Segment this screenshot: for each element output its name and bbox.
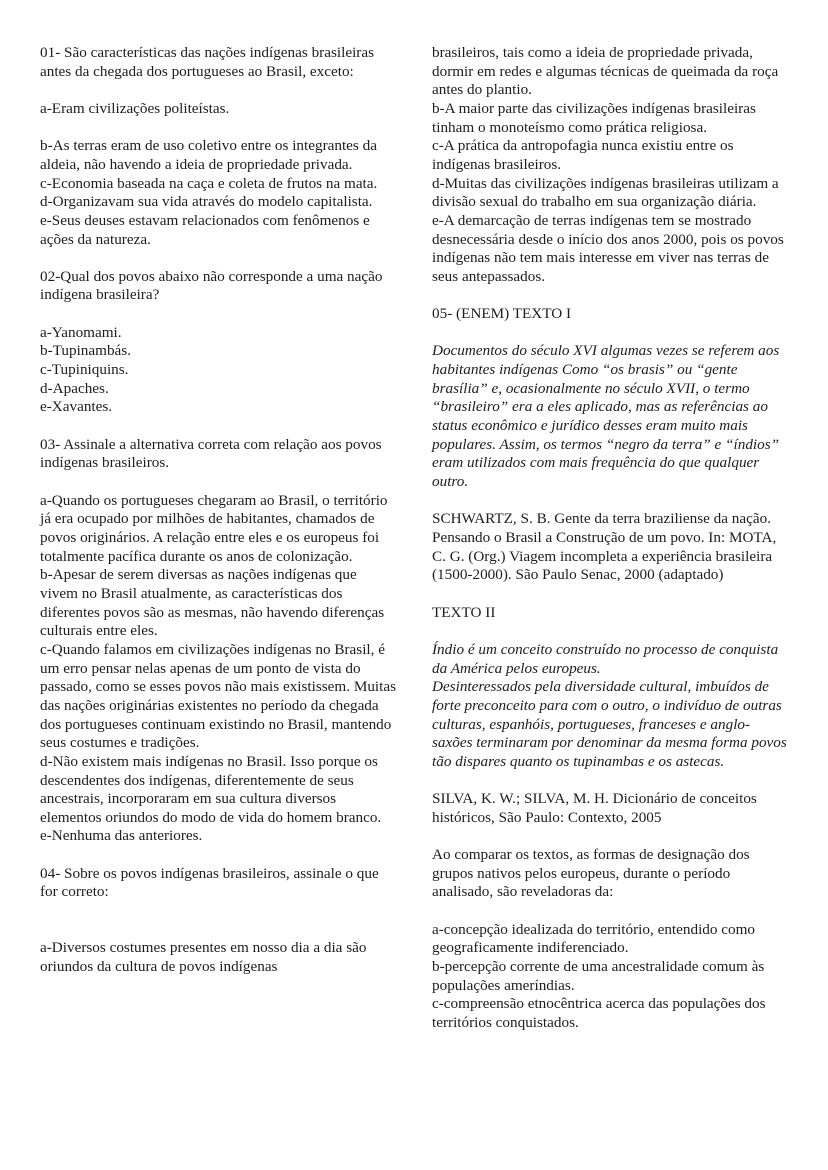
q01-stem: 01- São características das nações indígenas brasileiras antes da chegada dos portugueses ao Brasil, exceto:	[40, 44, 374, 80]
q04-option-a-continued: brasileiros, tais como a ideia de propriedade privada, dormir em redes e algumas técnicas de queimada da roça antes do plantio.	[432, 44, 779, 99]
q03-option-e: e-Nenhuma das anteriores.	[40, 827, 203, 845]
q03-option-c: c-Quando falamos em civilizações indígenas no Brasil, é um erro pensar nelas apenas de um ponto de vista do passado, como se esses povos não mais existissem. Muitas das nações originárias existentes no período da chegada dos portugueses continuam existindo no Brasil, mantendo seus costumes e tradições.	[40, 640, 397, 752]
q02-option-e: e-Xavantes.	[40, 398, 113, 416]
q01-option-e: e-Seus deuses estavam relacionados com fenômenos e ações da natureza.	[40, 211, 370, 248]
q03-option-b: b-Apesar de serem diversas as nações indígenas que vivem no Brasil atualmente, as características dos diferentes povos são as mesmas, não havendo diferenças culturais entre eles.	[40, 566, 385, 640]
q02-stem: 02-Qual dos povos abaixo não corresponde a uma nação indígena brasileira?	[40, 267, 383, 304]
q04-option-c: c-A prática da antropofagia nunca existiu entre os indígenas brasileiros.	[432, 137, 734, 173]
q04-option-a: a-Diversos costumes presentes em nosso dia a dia são oriundos da cultura de povos indígenas	[40, 939, 367, 976]
q05-texto1: Documentos do século XVI algumas vezes se referem aos habitantes indígenas Como “os brasis” ou “gente brasília” e, ocasionalmente no século XVII, o termo “brasileiro” era a eles aplicado, mas as referências ao status econômico e jurídico desses eram muito mais populares. Assim, os termos “negro da terra” e “índios” eram utilizados com mais frequência do que qualquer outro.	[432, 342, 780, 491]
q01-option-c: c-Economia baseada na caça e coleta de frutos na mata.	[40, 174, 378, 192]
q05-option-c: c-compreensão etnocêntrica acerca das populações dos territórios conquistados.	[432, 995, 766, 1031]
left-column	[40, 44, 397, 977]
q01-option-a: a-Eram civilizações politeístas.	[40, 99, 230, 117]
q03-option-a: a-Quando os portugueses chegaram ao Brasil, o território já era ocupado por milhões de habitantes, chamados de povos originários. A relação entre eles e os europeus foi totalmente pacífica durante os anos de colonização.	[40, 491, 388, 565]
q05-source1: SCHWARTZ, S. B. Gente da terra braziliense da nação. Pensando o Brasil a Construção de um povo. In: MOTA, C. G. (Org.) Viagem incompleta a experiência brasileira (1500-2000). São Paulo Senac, 2000 (adaptado)	[432, 510, 777, 584]
q05-source2: SILVA, K. W.; SILVA, M. H. Dicionário de conceitos históricos, São Paulo: Contexto, 2005	[432, 790, 757, 826]
right-column	[432, 44, 788, 1033]
q05-heading: 05- (ENEM) TEXTO I	[432, 305, 572, 323]
q05-option-a: a-concepção idealizada do território, entendido como geograficamente indiferenciado.	[432, 920, 756, 957]
q03-stem: 03- Assinale a alternativa correta com relação aos povos indígenas brasileiros.	[40, 435, 382, 472]
q05-texto2-part1: Índio é um conceito construído no processo de conquista da América pelos europeus.	[432, 640, 779, 677]
q04-option-e: e-A demarcação de terras indígenas tem se mostrado desnecessária desde o início dos anos 2000, pois os povos indígenas não tem mais interesse em viver nas terras de seus antepassados.	[432, 211, 784, 285]
q02-option-b: b-Tupinambás.	[40, 342, 131, 360]
q05-option-b: b-percepção corrente de uma ancestralidade comum às populações ameríndias.	[432, 958, 765, 994]
q05-question: Ao comparar os textos, as formas de designação dos grupos nativos pelos europeus, durante o período analisado, são reveladoras da:	[432, 846, 750, 901]
q04-option-d: d-Muitas das civilizações indígenas brasileiras utilizam a divisão sexual do trabalho em sua organização diária.	[432, 174, 779, 211]
q03-option-d: d-Não existem mais indígenas no Brasil. Isso porque os descendentes dos indígenas, diferentemente de seus ancestrais, incorporaram em sua cultura diversos elementos oriundos do modo de vida do homem branco.	[40, 752, 382, 826]
q02-option-d: d-Apaches.	[40, 379, 109, 397]
q04-stem: 04- Sobre os povos indígenas brasileiros, assinale o que for correto:	[40, 864, 379, 901]
q01-option-b: b-As terras eram de uso coletivo entre os integrantes da aldeia, não havendo a ideia de propriedade privada.	[40, 137, 377, 173]
q02-option-c: c-Tupiniquins.	[40, 361, 129, 379]
q02-option-a: a-Yanomami.	[40, 323, 122, 341]
q01-option-d: d-Organizavam sua vida através do modelo capitalista.	[40, 193, 373, 211]
q05-texto2-part2: Desinteressados pela diversidade cultural, imbuídos de forte preconceito para com o outro, o indivíduo de outras culturas, espanhóis, portugueses, franceses e anglo-saxões terminaram por denominar da mesma forma povos tão dispares quanto os tupinambas e os astecas.	[432, 678, 787, 770]
q04-option-b: b-A maior parte das civilizações indígenas brasileiras tinham o monoteísmo como prática religiosa.	[432, 99, 756, 136]
q05-texto2-heading: TEXTO II	[432, 603, 496, 621]
